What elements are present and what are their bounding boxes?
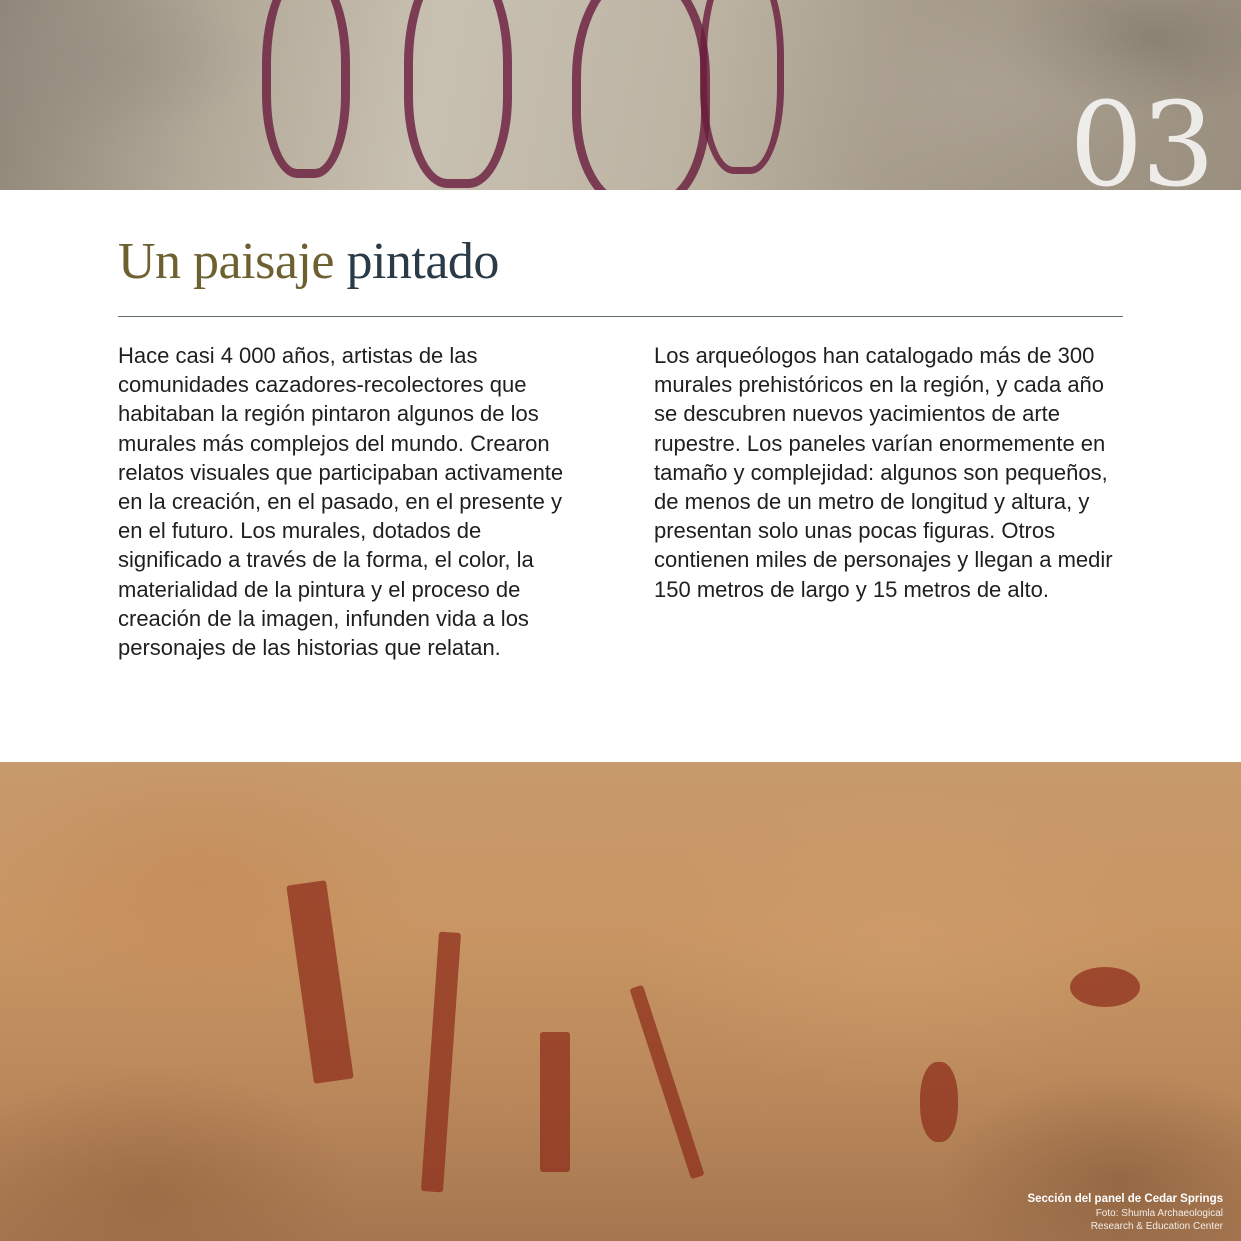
painted-hand-figure (572, 0, 710, 190)
page-title (118, 230, 499, 294)
painted-hand-figure (404, 0, 512, 188)
title-divider (118, 316, 1123, 317)
painted-figure (920, 1062, 958, 1142)
photo-caption (1027, 1192, 1223, 1233)
painted-figure (1070, 967, 1140, 1007)
body-column-right: Los arqueólogos han catalogado más de 300 murales prehistóricos en la región, y cada año se descubren nuevos yacimientos de arte rupestre. Los paneles varían enormemente en tamaño y complejidad: algunos son pequeños, de menos de un metro de longitud y altura, y presentan solo unas pocas figuras. Otros contienen miles de personajes y llegan a medir 150 metros de largo y 15 metros de alto. (654, 343, 1113, 602)
painted-figure (421, 932, 461, 1193)
title-part-1: Un paisaje (118, 233, 334, 290)
painted-hand-figure (700, 0, 784, 174)
caption-title: Sección del panel de Cedar Springs (1027, 1193, 1223, 1205)
painted-figure (286, 880, 353, 1084)
title-part-2: pintado (346, 233, 499, 290)
section-number: 03 (1069, 78, 1213, 190)
painted-figure (629, 985, 704, 1180)
cedar-springs-panel-photo (0, 762, 1241, 1241)
caption-credit-line-1: Foto: Shumla Archaeological (1095, 1208, 1223, 1219)
caption-credit-line-2: Research & Education Center (1090, 1221, 1223, 1232)
body-column-left: Hace casi 4 000 años, artistas de las comunidades cazadores-recolectores que habitaban la región pintaron algunos de los murales más complejos del mundo. Crearon relatos visuales que participaban activamente en la creación, en el pasado, en el presente y en el futuro. Los murales, dotados de significado a través de la forma, el color, la materialidad de la pintura y el proceso de creación de la imagen, infunden vida a los personajes de las historias que relatan. (118, 343, 564, 661)
header-rock-art-photo (0, 0, 1241, 190)
painted-hand-figure (262, 0, 350, 178)
painted-figure (540, 1032, 570, 1172)
